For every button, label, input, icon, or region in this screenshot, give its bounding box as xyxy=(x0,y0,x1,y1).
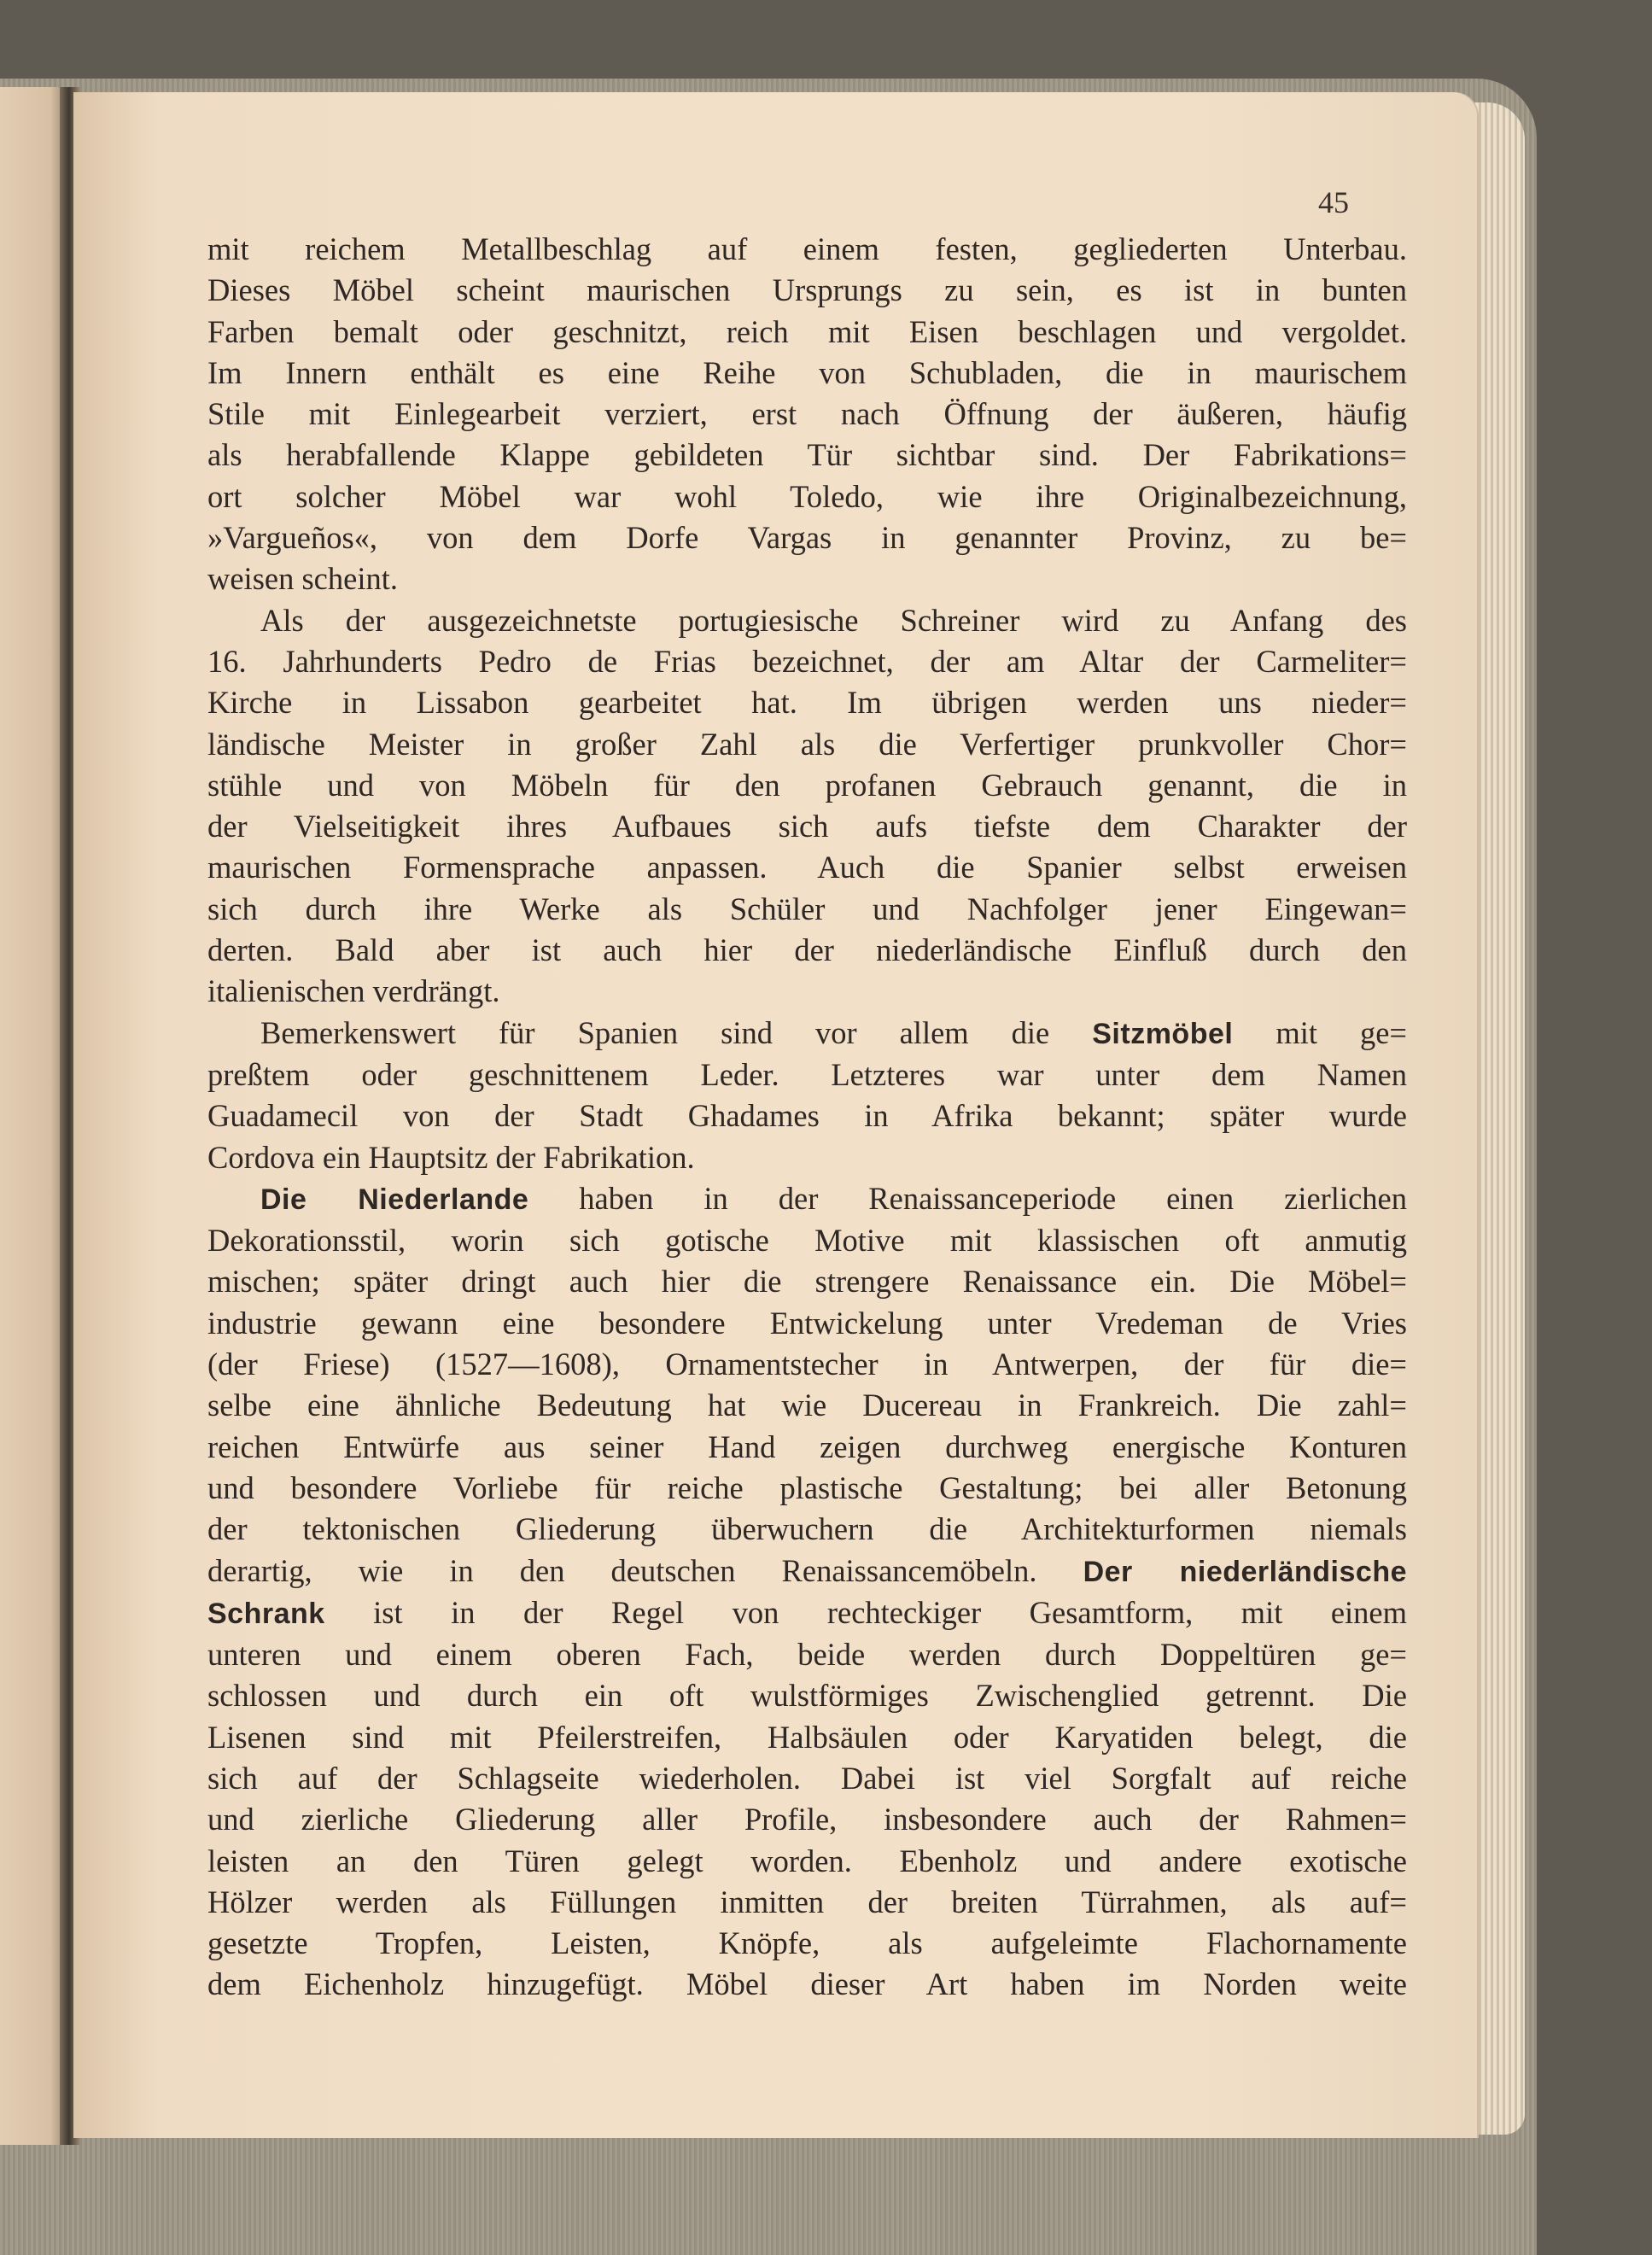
text-run: ist in der Regel von rechteckiger Gesamtform, mit einem xyxy=(373,1594,1408,1630)
text-line: Als der ausgezeichnetste portugiesische Schreiner wird zu Anfang des xyxy=(260,602,1407,638)
text-run: derartig, wie in den deutschen Renaissancemöbeln. xyxy=(207,1552,1037,1588)
text-line: 16. Jahrhunderts Pedro de Frias bezeichnet, der am Altar der Carmeliter= xyxy=(207,643,1407,679)
text-line: italienischen verdrängt. xyxy=(207,973,500,1009)
text-line: als herabfallende Klappe gebildeten Tür sichtbar sind. Der Fabrikations= xyxy=(207,437,1407,473)
text-line: reichen Entwürfe aus seiner Hand zeigen durchweg energische Konturen xyxy=(207,1428,1407,1464)
text-body xyxy=(207,229,1407,2006)
text-line: derten. Bald aber ist auch hier der niederländische Einfluß durch den xyxy=(207,932,1407,968)
text-line: unteren und einem oberen Fach, beide werden durch Doppeltüren ge= xyxy=(207,1637,1407,1673)
text-line: Dekorationsstil, worin sich gotische Motive mit klassischen oft anmutig xyxy=(207,1223,1407,1259)
text-line: Hölzer werden als Füllungen inmitten der breiten Türrahmen, als auf= xyxy=(207,1884,1407,1919)
paragraph-4 xyxy=(207,1178,1407,2006)
text-line: industrie gewann eine besondere Entwickelung unter Vredeman de Vries xyxy=(207,1305,1407,1341)
text-line xyxy=(207,1592,1407,1634)
keyword-der-niederlaendische: Der niederländische xyxy=(1083,1555,1407,1588)
paragraph-1 xyxy=(207,229,1407,600)
text-line: »Vargueños«, von dem Dorfe Vargas in genannter Provinz, zu be= xyxy=(207,520,1407,556)
text-line: Kirche in Lissabon gearbeitet hat. Im übrigen werden uns nieder= xyxy=(207,685,1407,721)
heading-die-niederlande: Die Niederlande xyxy=(260,1183,529,1216)
text-line: sich durch ihre Werke als Schüler und Nachfolger jener Eingewan= xyxy=(207,891,1407,926)
text-line: der Vielseitigkeit ihres Aufbaues sich aufs tiefste dem Charakter der xyxy=(207,809,1407,844)
text-line: Im Innern enthält es eine Reihe von Schubladen, die in maurischem xyxy=(207,354,1407,390)
paragraph-2 xyxy=(207,600,1407,1013)
text-line: weisen scheint. xyxy=(207,561,398,597)
text-line: ort solcher Möbel war wohl Toledo, wie ihre Originalbezeichnung, xyxy=(207,478,1407,514)
text-line: der tektonischen Gliederung überwuchern die Architekturformen niemals xyxy=(207,1511,1407,1547)
text-line xyxy=(207,1013,1407,1054)
text-line: Stile mit Einlegearbeit verziert, erst nach Öffnung der äußeren, häufig xyxy=(207,396,1407,432)
text-line: Guadamecil von der Stadt Ghadames in Afrika bekannt; später wurde xyxy=(207,1098,1407,1134)
text-line: leisten an den Türen gelegt worden. Ebenholz und andere exotische xyxy=(207,1843,1407,1878)
text-line: mit reichem Metallbeschlag auf einem festen, gegliederten Unterbau. xyxy=(207,231,1407,266)
text-line: und zierliche Gliederung aller Profile, insbesondere auch der Rahmen= xyxy=(207,1802,1407,1837)
text-line xyxy=(207,1551,1407,1592)
text-line: stühle und von Möbeln für den profanen Gebrauch genannt, die in xyxy=(207,767,1407,803)
text-line: Dieses Möbel scheint maurischen Ursprungs zu sein, es ist in bunten xyxy=(207,272,1407,308)
text-line: mischen; später dringt auch hier die strengere Renaissance ein. Die Möbel= xyxy=(207,1264,1407,1300)
text-line: Cordova ein Hauptsitz der Fabrikation. xyxy=(207,1139,695,1175)
text-run: Bemerkenswert für Spanien sind vor allem die xyxy=(260,1014,1050,1050)
text-line: dem Eichenholz hinzugefügt. Möbel dieser Art haben im Norden weite xyxy=(207,1966,1407,2002)
text-line: ländische Meister in großer Zahl als die Verfertiger prunkvoller Chor= xyxy=(207,726,1407,762)
book-page xyxy=(73,92,1477,2138)
text-line: Lisenen sind mit Pfeilerstreifen, Halbsäulen oder Karyatiden belegt, die xyxy=(207,1719,1407,1755)
text-line: (der Friese) (1527—1608), Ornamentstecher in Antwerpen, der für die= xyxy=(207,1347,1407,1382)
text-run: mit ge= xyxy=(1275,1014,1408,1050)
paragraph-3 xyxy=(207,1013,1407,1178)
text-line: preßtem oder geschnittenem Leder. Letzteres war unter dem Namen xyxy=(207,1056,1407,1092)
keyword-sitzmoebel: Sitzmöbel xyxy=(1092,1017,1234,1050)
text-line xyxy=(207,1178,1407,1220)
text-line: sich auf der Schlagseite wiederholen. Dabei ist viel Sorgfalt auf reiche xyxy=(207,1760,1407,1796)
text-run: haben in der Renaissanceperiode einen zierlichen xyxy=(579,1180,1407,1216)
text-line: gesetzte Tropfen, Leisten, Knöpfe, als aufgeleimte Flachornamente xyxy=(207,1925,1407,1961)
page-number: 45 xyxy=(1318,185,1349,219)
text-line: Farben bemalt oder geschnitzt, reich mit Eisen beschlagen und vergoldet. xyxy=(207,313,1407,349)
keyword-schrank: Schrank xyxy=(207,1597,325,1630)
text-line: und besondere Vorliebe für reiche plastische Gestaltung; bei aller Betonung xyxy=(207,1469,1407,1505)
text-line: maurischen Formensprache anpassen. Auch die Spanier selbst erweisen xyxy=(207,850,1407,885)
text-line: selbe eine ähnliche Bedeutung hat wie Ducereau in Frankreich. Die zahl= xyxy=(207,1387,1407,1423)
text-line: schlossen und durch ein oft wulstförmiges Zwischenglied getrennt. Die xyxy=(207,1678,1407,1714)
